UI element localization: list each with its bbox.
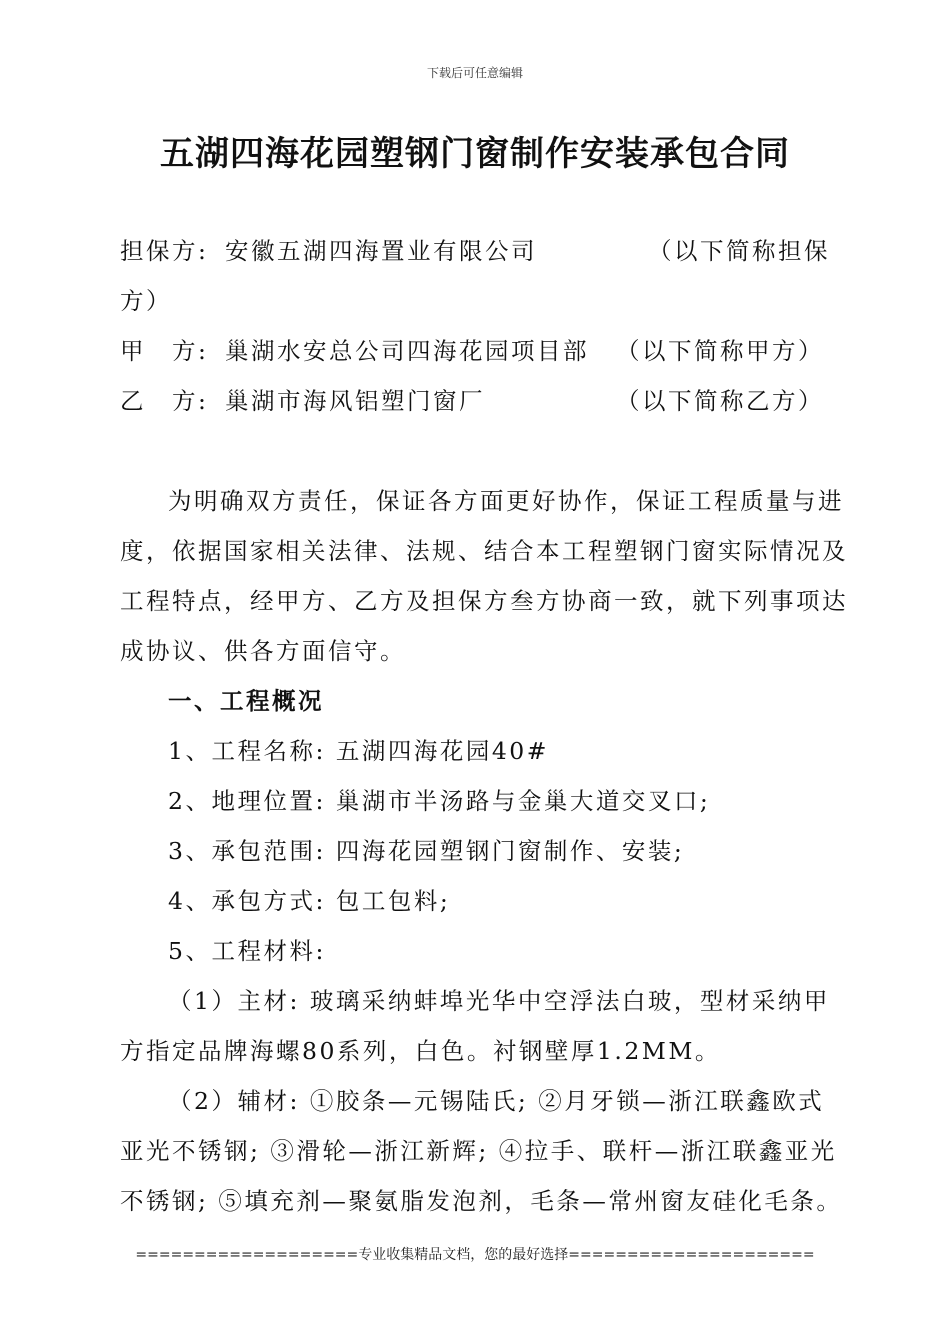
list-item: 1、工程名称: 五湖四海花园40#	[168, 737, 549, 765]
document-title: 五湖四海花园塑钢门窗制作安装承包合同	[160, 134, 790, 174]
party-b-label: 乙 方:	[120, 387, 209, 415]
main-material-line-1: （1）主材: 玻璃采纳蚌埠光华中空浮法白玻，型材采纳甲	[168, 987, 830, 1015]
party-a-label: 甲 方:	[120, 337, 209, 365]
list-item: 3、承包范围: 四海花园塑钢门窗制作、安装;	[168, 837, 685, 865]
aux-material-line-2: 亚光不锈钢; ③滑轮—浙江新辉; ④拉手、联杆—浙江联鑫亚光	[120, 1137, 837, 1165]
party-a-abbr: （以下简称甲方）	[616, 337, 824, 365]
party-a-name: 巢湖水安总公司四海花园项目部	[225, 337, 589, 365]
intro-line-4: 成协议、供各方面信守。	[120, 637, 406, 665]
header-note: 下载后可任意编辑	[426, 66, 523, 80]
intro-line-3: 工程特点，经甲方、乙方及担保方叁方协商一致，就下列事项达	[120, 587, 848, 615]
aux-material-line-3: 不锈钢; ⑤填充剂—聚氨脂发泡剂，毛条—常州窗友硅化毛条。	[120, 1187, 843, 1215]
guarantor-abbr-cont: 方）	[120, 287, 172, 315]
intro-line-1: 为明确双方责任，保证各方面更好协作，保证工程质量与进	[168, 487, 844, 515]
party-b-name: 巢湖市海风铝塑门窗厂	[225, 387, 485, 415]
aux-material-line-1: （2）辅材: ①胶条—元锡陆氏; ②月牙锁—浙江联鑫欧式	[168, 1087, 825, 1115]
footer-note: ===================专业收集精品文档，您的最好选择=====================	[135, 1247, 815, 1263]
list-item: 5、工程材料:	[168, 937, 326, 965]
list-item: 4、承包方式: 包工包料;	[168, 887, 451, 915]
intro-line-2: 度，依据国家相关法律、法规、结合本工程塑钢门窗实际情况及	[120, 537, 848, 565]
list-item: 2、地理位置: 巢湖市半汤路与金巢大道交叉口;	[168, 787, 711, 815]
main-material-line-2: 方指定品牌海螺80系列，白色。衬钢壁厚1.2MM。	[120, 1037, 721, 1065]
guarantor-abbr: （以下简称担保	[648, 237, 830, 265]
guarantor-name: 安徽五湖四海置业有限公司	[225, 237, 537, 265]
party-b-abbr: （以下简称乙方）	[616, 387, 824, 415]
section-heading: 一、工程概况	[168, 687, 324, 715]
guarantor-label: 担保方:	[120, 237, 209, 265]
